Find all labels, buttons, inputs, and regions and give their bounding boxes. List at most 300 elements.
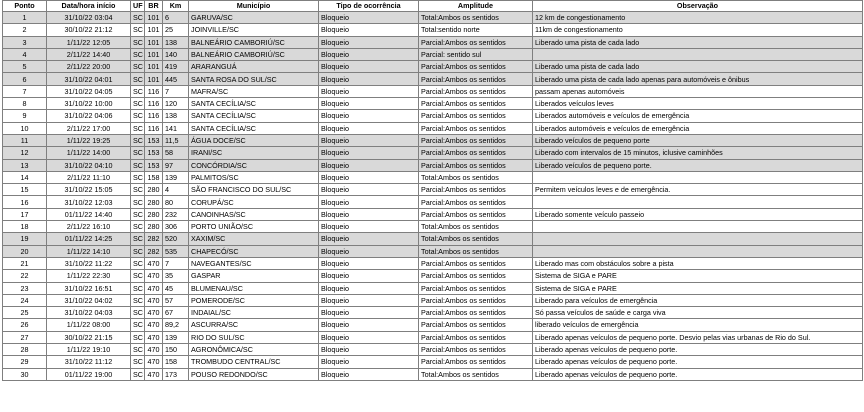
cell-amplitude: Parcial:Ambos os sentidos bbox=[419, 331, 533, 343]
cell-ponto: 23 bbox=[3, 282, 47, 294]
cell-amplitude: Parcial:Ambos os sentidos bbox=[419, 356, 533, 368]
cell-ponto: 3 bbox=[3, 36, 47, 48]
cell-municipio: SANTA ROSA DO SUL/SC bbox=[189, 73, 319, 85]
cell-observacao: Liberado mas com obstáculos sobre a pista bbox=[533, 257, 863, 269]
table-row bbox=[3, 356, 863, 368]
cell-observacao: Liberado veículos de pequeno porte. bbox=[533, 159, 863, 171]
header-ponto: Ponto bbox=[3, 1, 47, 12]
cell-km: 141 bbox=[163, 122, 189, 134]
cell-uf: SC bbox=[131, 73, 145, 85]
cell-observacao: Liberados automóveis e veículos de emergência bbox=[533, 122, 863, 134]
cell-tipo: Bloqueio bbox=[319, 36, 419, 48]
cell-amplitude: Total:Ambos os sentidos bbox=[419, 233, 533, 245]
cell-ponto: 8 bbox=[3, 98, 47, 110]
cell-km: 232 bbox=[163, 208, 189, 220]
cell-uf: SC bbox=[131, 257, 145, 269]
cell-municipio: SÃO FRANCISCO DO SUL/SC bbox=[189, 184, 319, 196]
cell-observacao: Liberado para veículos de emergência bbox=[533, 294, 863, 306]
cell-observacao: Liberado apenas veículos de pequeno porte. bbox=[533, 344, 863, 356]
cell-data: 1/11/22 19:10 bbox=[47, 344, 131, 356]
cell-municipio: SANTA CECÍLIA/SC bbox=[189, 110, 319, 122]
cell-municipio: GASPAR bbox=[189, 270, 319, 282]
cell-br: 470 bbox=[145, 319, 163, 331]
table-row bbox=[3, 159, 863, 171]
cell-tipo: Bloqueio bbox=[319, 257, 419, 269]
cell-observacao bbox=[533, 221, 863, 233]
cell-uf: SC bbox=[131, 270, 145, 282]
cell-uf: SC bbox=[131, 233, 145, 245]
cell-tipo: Bloqueio bbox=[319, 196, 419, 208]
cell-ponto: 12 bbox=[3, 147, 47, 159]
cell-data: 31/10/22 03:04 bbox=[47, 12, 131, 24]
cell-km: 138 bbox=[163, 36, 189, 48]
cell-br: 470 bbox=[145, 331, 163, 343]
cell-observacao: Só passa veículos de saúde e carga viva bbox=[533, 307, 863, 319]
cell-br: 470 bbox=[145, 307, 163, 319]
table-row bbox=[3, 196, 863, 208]
cell-observacao: Liberados automóveis e veículos de emergência bbox=[533, 110, 863, 122]
cell-observacao: Liberado uma pista de cada lado bbox=[533, 36, 863, 48]
cell-ponto: 2 bbox=[3, 24, 47, 36]
cell-km: 35 bbox=[163, 270, 189, 282]
cell-ponto: 28 bbox=[3, 344, 47, 356]
cell-observacao: Liberado com intervalos de 15 minutos, iclusive caminhões bbox=[533, 147, 863, 159]
cell-municipio: CONCÓRDIA/SC bbox=[189, 159, 319, 171]
cell-data: 31/10/22 16:51 bbox=[47, 282, 131, 294]
cell-uf: SC bbox=[131, 208, 145, 220]
cell-uf: SC bbox=[131, 221, 145, 233]
cell-amplitude: Parcial:Ambos os sentidos bbox=[419, 282, 533, 294]
cell-uf: SC bbox=[131, 171, 145, 183]
cell-tipo: Bloqueio bbox=[319, 307, 419, 319]
cell-km: 419 bbox=[163, 61, 189, 73]
cell-ponto: 27 bbox=[3, 331, 47, 343]
table-row bbox=[3, 344, 863, 356]
cell-observacao bbox=[533, 48, 863, 60]
table-row bbox=[3, 233, 863, 245]
cell-tipo: Bloqueio bbox=[319, 85, 419, 97]
cell-municipio: RIO DO SUL/SC bbox=[189, 331, 319, 343]
cell-data: 31/10/22 04:10 bbox=[47, 159, 131, 171]
cell-br: 116 bbox=[145, 85, 163, 97]
cell-observacao bbox=[533, 245, 863, 257]
cell-data: 1/11/22 22:30 bbox=[47, 270, 131, 282]
table-row bbox=[3, 270, 863, 282]
cell-br: 280 bbox=[145, 221, 163, 233]
cell-br: 101 bbox=[145, 12, 163, 24]
cell-br: 101 bbox=[145, 73, 163, 85]
cell-amplitude: Parcial:Ambos os sentidos bbox=[419, 85, 533, 97]
cell-uf: SC bbox=[131, 110, 145, 122]
cell-municipio: XAXIM/SC bbox=[189, 233, 319, 245]
cell-amplitude: Parcial:Ambos os sentidos bbox=[419, 134, 533, 146]
cell-data: 31/10/22 04:02 bbox=[47, 294, 131, 306]
cell-observacao: Sistema de SIGA e PARE bbox=[533, 270, 863, 282]
cell-ponto: 15 bbox=[3, 184, 47, 196]
cell-br: 153 bbox=[145, 134, 163, 146]
cell-ponto: 22 bbox=[3, 270, 47, 282]
cell-uf: SC bbox=[131, 159, 145, 171]
cell-amplitude: Parcial:Ambos os sentidos bbox=[419, 73, 533, 85]
cell-km: 520 bbox=[163, 233, 189, 245]
cell-amplitude: Parcial:Ambos os sentidos bbox=[419, 184, 533, 196]
cell-tipo: Bloqueio bbox=[319, 245, 419, 257]
cell-ponto: 1 bbox=[3, 12, 47, 24]
cell-amplitude: Parcial: sentido sul bbox=[419, 48, 533, 60]
table-row bbox=[3, 368, 863, 380]
cell-uf: SC bbox=[131, 36, 145, 48]
cell-amplitude: Parcial:Ambos os sentidos bbox=[419, 319, 533, 331]
cell-uf: SC bbox=[131, 368, 145, 380]
cell-ponto: 11 bbox=[3, 134, 47, 146]
cell-municipio: INDAIAL/SC bbox=[189, 307, 319, 319]
cell-tipo: Bloqueio bbox=[319, 110, 419, 122]
cell-data: 30/10/22 21:12 bbox=[47, 24, 131, 36]
cell-uf: SC bbox=[131, 61, 145, 73]
cell-data: 30/10/22 21:15 bbox=[47, 331, 131, 343]
cell-km: 158 bbox=[163, 356, 189, 368]
cell-data: 01/11/22 14:25 bbox=[47, 233, 131, 245]
cell-amplitude: Parcial:Ambos os sentidos bbox=[419, 98, 533, 110]
cell-municipio: ASCURRA/SC bbox=[189, 319, 319, 331]
cell-br: 101 bbox=[145, 36, 163, 48]
cell-tipo: Bloqueio bbox=[319, 294, 419, 306]
cell-data: 31/10/22 12:03 bbox=[47, 196, 131, 208]
cell-data: 2/11/22 17:00 bbox=[47, 122, 131, 134]
cell-br: 470 bbox=[145, 282, 163, 294]
cell-km: 535 bbox=[163, 245, 189, 257]
table-row bbox=[3, 61, 863, 73]
cell-br: 470 bbox=[145, 368, 163, 380]
cell-km: 67 bbox=[163, 307, 189, 319]
cell-ponto: 17 bbox=[3, 208, 47, 220]
cell-municipio: PALMITOS/SC bbox=[189, 171, 319, 183]
cell-km: 80 bbox=[163, 196, 189, 208]
cell-tipo: Bloqueio bbox=[319, 233, 419, 245]
cell-municipio: BALNEÁRIO CAMBORIÚ/SC bbox=[189, 48, 319, 60]
cell-municipio: POMERODE/SC bbox=[189, 294, 319, 306]
table-row bbox=[3, 48, 863, 60]
cell-br: 470 bbox=[145, 257, 163, 269]
cell-br: 280 bbox=[145, 184, 163, 196]
cell-tipo: Bloqueio bbox=[319, 73, 419, 85]
cell-tipo: Bloqueio bbox=[319, 331, 419, 343]
cell-uf: SC bbox=[131, 122, 145, 134]
header-data: Data/hora início bbox=[47, 1, 131, 12]
cell-tipo: Bloqueio bbox=[319, 344, 419, 356]
cell-km: 173 bbox=[163, 368, 189, 380]
cell-municipio: TROMBUDO CENTRAL/SC bbox=[189, 356, 319, 368]
cell-km: 7 bbox=[163, 257, 189, 269]
cell-data: 31/10/22 11:12 bbox=[47, 356, 131, 368]
cell-uf: SC bbox=[131, 307, 145, 319]
cell-observacao: Liberados veículos leves bbox=[533, 98, 863, 110]
table-row bbox=[3, 98, 863, 110]
table-row bbox=[3, 319, 863, 331]
table-row bbox=[3, 134, 863, 146]
cell-observacao: Liberado uma pista de cada lado apenas para automóveis e ônibus bbox=[533, 73, 863, 85]
table-row bbox=[3, 85, 863, 97]
cell-km: 445 bbox=[163, 73, 189, 85]
cell-data: 2/11/22 20:00 bbox=[47, 61, 131, 73]
cell-amplitude: Parcial:Ambos os sentidos bbox=[419, 307, 533, 319]
cell-data: 31/10/22 10:00 bbox=[47, 98, 131, 110]
cell-data: 31/10/22 04:06 bbox=[47, 110, 131, 122]
cell-ponto: 29 bbox=[3, 356, 47, 368]
cell-municipio: MAFRA/SC bbox=[189, 85, 319, 97]
cell-data: 2/11/22 16:10 bbox=[47, 221, 131, 233]
table-row bbox=[3, 257, 863, 269]
cell-tipo: Bloqueio bbox=[319, 24, 419, 36]
cell-observacao bbox=[533, 171, 863, 183]
cell-data: 01/11/22 19:00 bbox=[47, 368, 131, 380]
cell-ponto: 26 bbox=[3, 319, 47, 331]
cell-tipo: Bloqueio bbox=[319, 122, 419, 134]
cell-km: 4 bbox=[163, 184, 189, 196]
cell-km: 140 bbox=[163, 48, 189, 60]
cell-municipio: SANTA CECÍLIA/SC bbox=[189, 98, 319, 110]
cell-amplitude: Parcial:Ambos os sentidos bbox=[419, 147, 533, 159]
cell-tipo: Bloqueio bbox=[319, 147, 419, 159]
cell-data: 31/10/22 04:05 bbox=[47, 85, 131, 97]
table-row bbox=[3, 147, 863, 159]
cell-ponto: 10 bbox=[3, 122, 47, 134]
cell-municipio: CORUPÁ/SC bbox=[189, 196, 319, 208]
cell-br: 470 bbox=[145, 270, 163, 282]
cell-uf: SC bbox=[131, 85, 145, 97]
cell-br: 101 bbox=[145, 24, 163, 36]
cell-km: 25 bbox=[163, 24, 189, 36]
cell-municipio: NAVEGANTES/SC bbox=[189, 257, 319, 269]
cell-municipio: BLUMENAU/SC bbox=[189, 282, 319, 294]
cell-municipio: CANOINHAS/SC bbox=[189, 208, 319, 220]
cell-observacao: 12 km de congestionamento bbox=[533, 12, 863, 24]
cell-municipio: SANTA CECÍLIA/SC bbox=[189, 122, 319, 134]
cell-km: 138 bbox=[163, 110, 189, 122]
table-row bbox=[3, 73, 863, 85]
table-row bbox=[3, 307, 863, 319]
table-row bbox=[3, 110, 863, 122]
cell-br: 280 bbox=[145, 196, 163, 208]
cell-tipo: Bloqueio bbox=[319, 356, 419, 368]
cell-observacao: Liberado apenas veículos de pequeno porte. Desvio pelas vias urbanas de Rio do Sul. bbox=[533, 331, 863, 343]
cell-ponto: 7 bbox=[3, 85, 47, 97]
cell-ponto: 21 bbox=[3, 257, 47, 269]
cell-observacao: Liberado veículos de pequeno porte bbox=[533, 134, 863, 146]
cell-br: 101 bbox=[145, 61, 163, 73]
cell-ponto: 24 bbox=[3, 294, 47, 306]
table-row bbox=[3, 294, 863, 306]
cell-tipo: Bloqueio bbox=[319, 270, 419, 282]
cell-tipo: Bloqueio bbox=[319, 282, 419, 294]
cell-br: 470 bbox=[145, 356, 163, 368]
cell-br: 101 bbox=[145, 48, 163, 60]
cell-br: 116 bbox=[145, 98, 163, 110]
cell-tipo: Bloqueio bbox=[319, 319, 419, 331]
cell-uf: SC bbox=[131, 98, 145, 110]
cell-ponto: 25 bbox=[3, 307, 47, 319]
cell-uf: SC bbox=[131, 282, 145, 294]
cell-km: 6 bbox=[163, 12, 189, 24]
table-row bbox=[3, 282, 863, 294]
cell-uf: SC bbox=[131, 294, 145, 306]
table-row bbox=[3, 122, 863, 134]
cell-br: 153 bbox=[145, 147, 163, 159]
cell-uf: SC bbox=[131, 196, 145, 208]
cell-observacao: 11km de congestionamento bbox=[533, 24, 863, 36]
cell-amplitude: Total:Ambos os sentidos bbox=[419, 12, 533, 24]
cell-amplitude: Total:Ambos os sentidos bbox=[419, 221, 533, 233]
cell-km: 120 bbox=[163, 98, 189, 110]
cell-ponto: 5 bbox=[3, 61, 47, 73]
cell-tipo: Bloqueio bbox=[319, 12, 419, 24]
cell-km: 11,5 bbox=[163, 134, 189, 146]
cell-br: 282 bbox=[145, 245, 163, 257]
cell-br: 280 bbox=[145, 208, 163, 220]
cell-observacao: passam apenas automóveis bbox=[533, 85, 863, 97]
cell-ponto: 19 bbox=[3, 233, 47, 245]
cell-km: 139 bbox=[163, 331, 189, 343]
cell-uf: SC bbox=[131, 184, 145, 196]
cell-br: 282 bbox=[145, 233, 163, 245]
cell-data: 31/10/22 04:03 bbox=[47, 307, 131, 319]
cell-uf: SC bbox=[131, 319, 145, 331]
occurrence-table bbox=[2, 0, 863, 381]
cell-tipo: Bloqueio bbox=[319, 368, 419, 380]
cell-amplitude: Parcial:Ambos os sentidos bbox=[419, 159, 533, 171]
table-row bbox=[3, 245, 863, 257]
cell-data: 1/11/22 14:00 bbox=[47, 147, 131, 159]
cell-ponto: 9 bbox=[3, 110, 47, 122]
table-row bbox=[3, 171, 863, 183]
cell-ponto: 18 bbox=[3, 221, 47, 233]
cell-br: 116 bbox=[145, 110, 163, 122]
cell-municipio: ÁGUA DOCE/SC bbox=[189, 134, 319, 146]
cell-ponto: 20 bbox=[3, 245, 47, 257]
cell-tipo: Bloqueio bbox=[319, 61, 419, 73]
cell-amplitude: Parcial:Ambos os sentidos bbox=[419, 208, 533, 220]
cell-km: 57 bbox=[163, 294, 189, 306]
cell-km: 139 bbox=[163, 171, 189, 183]
cell-ponto: 6 bbox=[3, 73, 47, 85]
table-row bbox=[3, 24, 863, 36]
cell-observacao: Sistema de SIGA e PARE bbox=[533, 282, 863, 294]
cell-municipio: BALNEÁRIO CAMBORIÚ/SC bbox=[189, 36, 319, 48]
cell-amplitude: Total:sentido norte bbox=[419, 24, 533, 36]
cell-observacao: Permitem veículos leves e de emergência. bbox=[533, 184, 863, 196]
cell-tipo: Bloqueio bbox=[319, 98, 419, 110]
cell-data: 31/10/22 11:22 bbox=[47, 257, 131, 269]
cell-km: 306 bbox=[163, 221, 189, 233]
cell-data: 31/10/22 15:05 bbox=[47, 184, 131, 196]
table-row bbox=[3, 12, 863, 24]
cell-br: 116 bbox=[145, 122, 163, 134]
cell-observacao: Liberado somente veículo passeio bbox=[533, 208, 863, 220]
cell-ponto: 14 bbox=[3, 171, 47, 183]
cell-observacao: liberado veículos de emergência bbox=[533, 319, 863, 331]
cell-uf: SC bbox=[131, 134, 145, 146]
cell-km: 45 bbox=[163, 282, 189, 294]
cell-uf: SC bbox=[131, 12, 145, 24]
header-uf: UF bbox=[131, 1, 145, 12]
cell-br: 153 bbox=[145, 159, 163, 171]
cell-amplitude: Parcial:Ambos os sentidos bbox=[419, 61, 533, 73]
cell-km: 97 bbox=[163, 159, 189, 171]
cell-data: 1/11/22 14:10 bbox=[47, 245, 131, 257]
cell-uf: SC bbox=[131, 356, 145, 368]
cell-amplitude: Parcial:Ambos os sentidos bbox=[419, 344, 533, 356]
cell-tipo: Bloqueio bbox=[319, 159, 419, 171]
table-row bbox=[3, 331, 863, 343]
cell-br: 470 bbox=[145, 344, 163, 356]
cell-amplitude: Total:Ambos os sentidos bbox=[419, 368, 533, 380]
cell-tipo: Bloqueio bbox=[319, 221, 419, 233]
cell-ponto: 30 bbox=[3, 368, 47, 380]
cell-tipo: Bloqueio bbox=[319, 48, 419, 60]
cell-data: 31/10/22 04:01 bbox=[47, 73, 131, 85]
cell-km: 7 bbox=[163, 85, 189, 97]
cell-observacao bbox=[533, 233, 863, 245]
cell-amplitude: Parcial:Ambos os sentidos bbox=[419, 257, 533, 269]
header-observacao: Observação bbox=[533, 1, 863, 12]
cell-municipio: GARUVA/SC bbox=[189, 12, 319, 24]
table-row bbox=[3, 184, 863, 196]
cell-amplitude: Parcial:Ambos os sentidos bbox=[419, 110, 533, 122]
header-br: BR bbox=[145, 1, 163, 12]
cell-km: 89,2 bbox=[163, 319, 189, 331]
cell-municipio: ARARANGUÁ bbox=[189, 61, 319, 73]
header-tipo: Tipo de ocorrência bbox=[319, 1, 419, 12]
cell-municipio: POUSO REDONDO/SC bbox=[189, 368, 319, 380]
cell-amplitude: Parcial:Ambos os sentidos bbox=[419, 294, 533, 306]
cell-ponto: 13 bbox=[3, 159, 47, 171]
cell-data: 1/11/22 19:25 bbox=[47, 134, 131, 146]
cell-uf: SC bbox=[131, 344, 145, 356]
table-row bbox=[3, 36, 863, 48]
cell-observacao: Liberado uma pista de cada lado bbox=[533, 61, 863, 73]
cell-amplitude: Total:Ambos os sentidos bbox=[419, 171, 533, 183]
cell-amplitude: Parcial:Ambos os sentidos bbox=[419, 122, 533, 134]
header-municipio: Município bbox=[189, 1, 319, 12]
table-body bbox=[3, 12, 863, 381]
cell-amplitude: Parcial:Ambos os sentidos bbox=[419, 36, 533, 48]
header-row bbox=[3, 1, 863, 12]
cell-uf: SC bbox=[131, 48, 145, 60]
cell-uf: SC bbox=[131, 331, 145, 343]
cell-municipio: IRANI/SC bbox=[189, 147, 319, 159]
cell-data: 1/11/22 12:05 bbox=[47, 36, 131, 48]
cell-data: 1/11/22 08:00 bbox=[47, 319, 131, 331]
cell-municipio: AGRONÔMICA/SC bbox=[189, 344, 319, 356]
cell-observacao: Liberado apenas veículos de pequeno porte. bbox=[533, 368, 863, 380]
cell-km: 150 bbox=[163, 344, 189, 356]
cell-amplitude: Parcial:Ambos os sentidos bbox=[419, 270, 533, 282]
cell-municipio: PORTO UNIÃO/SC bbox=[189, 221, 319, 233]
cell-uf: SC bbox=[131, 147, 145, 159]
header-km: Km bbox=[163, 1, 189, 12]
cell-observacao: Liberado apenas veículos de pequeno porte. bbox=[533, 356, 863, 368]
cell-tipo: Bloqueio bbox=[319, 134, 419, 146]
cell-uf: SC bbox=[131, 245, 145, 257]
cell-municipio: CHAPECÓ/SC bbox=[189, 245, 319, 257]
cell-ponto: 16 bbox=[3, 196, 47, 208]
cell-br: 158 bbox=[145, 171, 163, 183]
cell-observacao bbox=[533, 196, 863, 208]
cell-tipo: Bloqueio bbox=[319, 171, 419, 183]
cell-amplitude: Parcial:Ambos os sentidos bbox=[419, 196, 533, 208]
cell-ponto: 4 bbox=[3, 48, 47, 60]
cell-tipo: Bloqueio bbox=[319, 184, 419, 196]
